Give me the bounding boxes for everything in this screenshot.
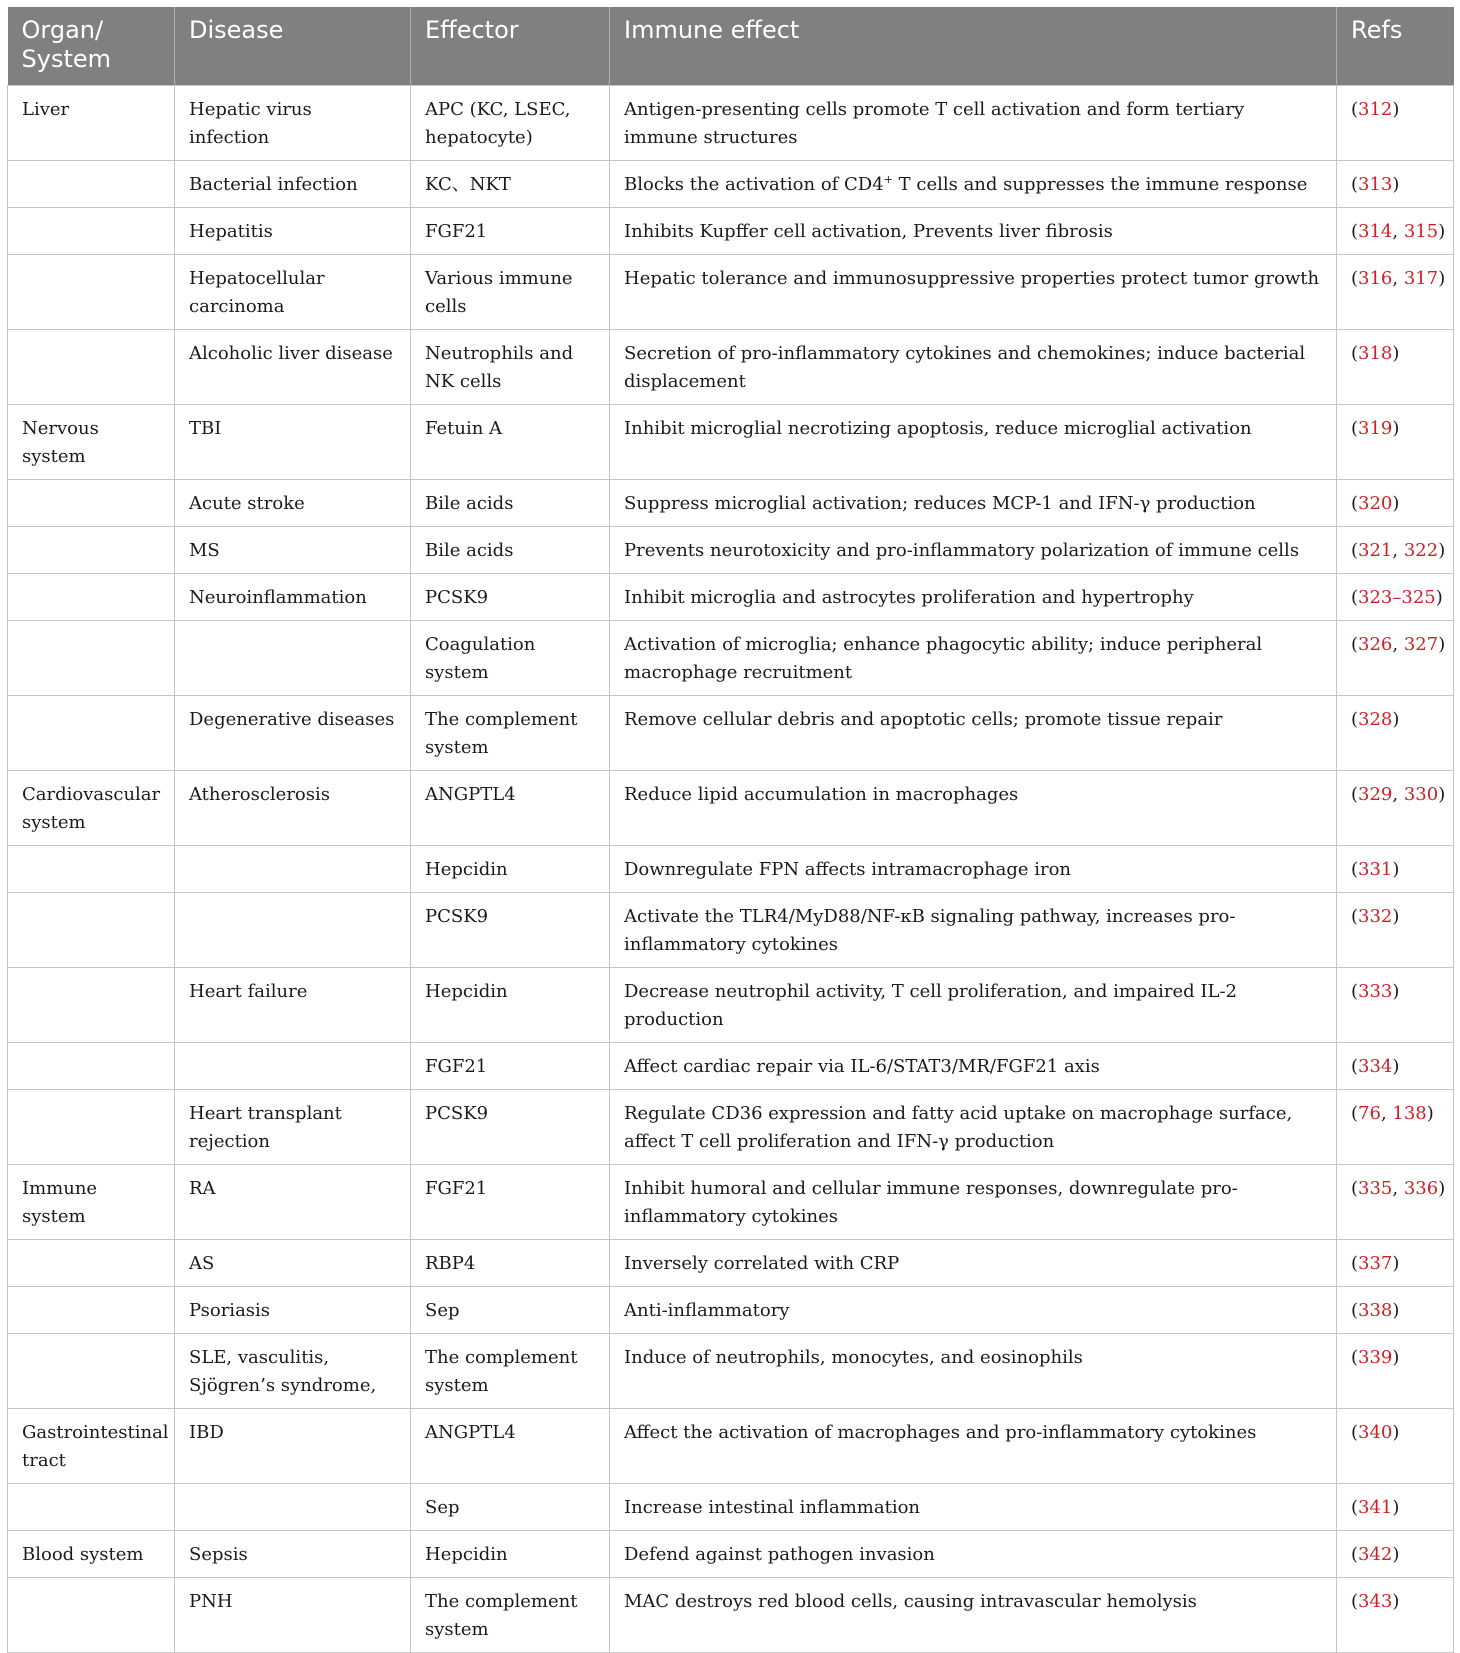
cell-refs: (343) [1337,1578,1454,1653]
cell-effect: Inhibit microglia and astrocytes proliferation and hypertrophy [610,574,1337,621]
cell-effector: Bile acids [411,480,610,527]
cell-effect: Inhibit humoral and cellular immune responses, downregulate pro-inflammatory cytokines [610,1165,1337,1240]
cell-effect: Regulate CD36 expression and fatty acid uptake on macrophage surface, affect T cell proliferation and IFN-γ production [610,1090,1337,1165]
cell-refs: (328) [1337,696,1454,771]
table-row [8,846,1454,893]
cell-effect: Anti-inflammatory [610,1287,1337,1334]
table-row [8,574,1454,621]
table-header [8,7,1454,86]
cell-organ [8,968,175,1043]
cell-refs: (341) [1337,1484,1454,1531]
header-row [8,7,1454,86]
table-row [8,1484,1454,1531]
cell-effect: Remove cellular debris and apoptotic cells; promote tissue repair [610,696,1337,771]
cell-organ [8,1240,175,1287]
cell-organ [8,1334,175,1409]
cell-refs: (323–325) [1337,574,1454,621]
reference-link[interactable]: 336 [1403,1178,1439,1199]
cell-effect: MAC destroys red blood cells, causing intravascular hemolysis [610,1578,1337,1653]
cell-disease: Degenerative diseases [175,696,411,771]
cell-organ: Liver [8,86,175,161]
reference-link[interactable]: 331 [1358,859,1393,880]
cell-effect: Activate the TLR4/MyD88/NF-κB signaling pathway, increases pro-inflammatory cytokines [610,893,1337,968]
cell-effect: Prevents neurotoxicity and pro-inflammatory polarization of immune cells [610,527,1337,574]
cell-effect: Secretion of pro-inflammatory cytokines and chemokines; induce bacterial displacement [610,330,1337,405]
cell-disease: Heart transplant rejection [175,1090,411,1165]
header-organ: Organ/ System [8,7,175,86]
header-effect: Immune effect [610,7,1337,86]
cell-organ: Gastrointestinal tract [8,1409,175,1484]
cell-effector: PCSK9 [411,574,610,621]
cell-organ [8,1484,175,1531]
cell-effector: APC (KC, LSEC, hepatocyte) [411,86,610,161]
table-row [8,1165,1454,1240]
cell-effect: Hepatic tolerance and immunosuppressive properties protect tumor growth [610,255,1337,330]
cell-effect: Downregulate FPN affects intramacrophage iron [610,846,1337,893]
cell-disease: SLE, vasculitis, Sjögren’s syndrome, [175,1334,411,1409]
reference-link[interactable]: 341 [1358,1497,1393,1518]
immune-effects-table [7,7,1454,1653]
cell-effector: PCSK9 [411,893,610,968]
cell-disease: Sepsis [175,1531,411,1578]
cell-effector: The complement system [411,696,610,771]
cell-effector: ANGPTL4 [411,1409,610,1484]
cell-effector: FGF21 [411,1043,610,1090]
table-row [8,696,1454,771]
reference-link[interactable]: 76 [1358,1103,1381,1124]
cell-organ [8,893,175,968]
effect-superscript: + [883,173,893,186]
table-row [8,1578,1454,1653]
reference-link[interactable]: 319 [1358,418,1393,439]
cell-effector: FGF21 [411,208,610,255]
cell-refs: (320) [1337,480,1454,527]
cell-effect [610,161,1337,208]
reference-link[interactable]: 326 [1358,634,1393,655]
cell-refs: (340) [1337,1409,1454,1484]
cell-organ [8,208,175,255]
table-row [8,893,1454,968]
cell-effector: Hepcidin [411,968,610,1043]
cell-disease: RA [175,1165,411,1240]
cell-refs: (76, 138) [1337,1090,1454,1165]
reference-link[interactable]: 328 [1358,709,1393,730]
cell-effector: Fetuin A [411,405,610,480]
cell-refs: (321, 322) [1337,527,1454,574]
reference-link[interactable]: 316 [1358,268,1393,289]
cell-disease: TBI [175,405,411,480]
cell-refs: (319) [1337,405,1454,480]
table-row [8,86,1454,161]
table-row [8,480,1454,527]
cell-effect: Decrease neutrophil activity, T cell proliferation, and impaired IL-2 production [610,968,1337,1043]
cell-refs: (333) [1337,968,1454,1043]
reference-link[interactable]: 317 [1403,268,1439,289]
cell-effector: Coagulation system [411,621,610,696]
cell-disease [175,1043,411,1090]
cell-refs: (314, 315) [1337,208,1454,255]
cell-effect: Inversely correlated with CRP [610,1240,1337,1287]
cell-effect: Inhibits Kupffer cell activation, Prevents liver fibrosis [610,208,1337,255]
reference-link[interactable]: 332 [1358,906,1393,927]
cell-effect: Activation of microglia; enhance phagocytic ability; induce peripheral macrophage recruitment [610,621,1337,696]
cell-organ: Immune system [8,1165,175,1240]
reference-link[interactable]: 340 [1358,1422,1393,1443]
cell-effector: The complement system [411,1334,610,1409]
cell-organ [8,574,175,621]
cell-organ: Cardiovascular system [8,771,175,846]
reference-link[interactable]: 320 [1358,493,1393,514]
table-row [8,1240,1454,1287]
cell-organ [8,527,175,574]
cell-disease: Heart failure [175,968,411,1043]
reference-link[interactable]: 329 [1358,784,1393,805]
cell-effect: Defend against pathogen invasion [610,1531,1337,1578]
cell-effector: RBP4 [411,1240,610,1287]
cell-disease: Neuroinflammation [175,574,411,621]
cell-refs: (312) [1337,86,1454,161]
cell-disease: Alcoholic liver disease [175,330,411,405]
cell-disease: Hepatocellular carcinoma [175,255,411,330]
reference-link[interactable]: 333 [1358,981,1393,1002]
cell-effector: Sep [411,1484,610,1531]
reference-link[interactable]: 312 [1358,99,1393,120]
reference-link[interactable]: 327 [1403,634,1439,655]
table-row [8,1090,1454,1165]
cell-disease: Psoriasis [175,1287,411,1334]
cell-effect: Increase intestinal inflammation [610,1484,1337,1531]
table-container [7,7,1453,1653]
cell-refs: (335, 336) [1337,1165,1454,1240]
cell-organ [8,161,175,208]
reference-link[interactable]: 330 [1403,784,1439,805]
cell-effector: Various immune cells [411,255,610,330]
cell-refs: (331) [1337,846,1454,893]
cell-effector: The complement system [411,1578,610,1653]
cell-organ [8,846,175,893]
reference-link[interactable]: 313 [1358,174,1393,195]
cell-refs: (313) [1337,161,1454,208]
table-row [8,1043,1454,1090]
cell-organ: Blood system [8,1531,175,1578]
header-refs: Refs [1337,7,1454,86]
table-row [8,1334,1454,1409]
reference-link[interactable]: 342 [1358,1544,1393,1565]
cell-organ [8,330,175,405]
cell-disease: Atherosclerosis [175,771,411,846]
cell-effector: KC、NKT [411,161,610,208]
cell-refs: (339) [1337,1334,1454,1409]
reference-link[interactable]: 138 [1392,1103,1427,1124]
cell-disease: MS [175,527,411,574]
cell-disease [175,621,411,696]
cell-effector: Neutrophils and NK cells [411,330,610,405]
reference-link[interactable]: 323–325 [1358,587,1436,608]
cell-organ [8,1043,175,1090]
cell-disease: Bacterial infection [175,161,411,208]
cell-disease: Acute stroke [175,480,411,527]
table-row [8,405,1454,480]
cell-refs: (316, 317) [1337,255,1454,330]
table-row [8,527,1454,574]
reference-link[interactable]: 337 [1358,1253,1393,1274]
reference-link[interactable]: 338 [1358,1300,1393,1321]
cell-disease: AS [175,1240,411,1287]
cell-organ [8,480,175,527]
table-row [8,968,1454,1043]
cell-effect: Induce of neutrophils, monocytes, and eosinophils [610,1334,1337,1409]
cell-organ [8,255,175,330]
cell-disease [175,846,411,893]
reference-link[interactable]: 334 [1358,1056,1393,1077]
cell-effect: Reduce lipid accumulation in macrophages [610,771,1337,846]
cell-organ [8,1287,175,1334]
cell-refs: (332) [1337,893,1454,968]
cell-effector: ANGPTL4 [411,771,610,846]
table-row [8,1409,1454,1484]
cell-effect: Antigen-presenting cells promote T cell activation and form tertiary immune structures [610,86,1337,161]
table-body [8,86,1454,1653]
cell-refs: (342) [1337,1531,1454,1578]
cell-disease [175,1484,411,1531]
cell-organ [8,1578,175,1653]
cell-organ [8,1090,175,1165]
table-row [8,330,1454,405]
table-row [8,771,1454,846]
cell-effector: PCSK9 [411,1090,610,1165]
table-row [8,255,1454,330]
cell-effector: FGF21 [411,1165,610,1240]
effect-text-pre: Blocks the activation of CD4 [624,174,884,195]
cell-effector: Hepcidin [411,846,610,893]
cell-refs: (338) [1337,1287,1454,1334]
cell-organ [8,696,175,771]
reference-link[interactable]: 343 [1358,1591,1393,1612]
table-row [8,621,1454,696]
cell-refs: (329, 330) [1337,771,1454,846]
reference-link[interactable]: 318 [1358,343,1393,364]
reference-link[interactable]: 321 [1358,540,1393,561]
cell-disease: PNH [175,1578,411,1653]
cell-disease: IBD [175,1409,411,1484]
header-disease: Disease [175,7,411,86]
table-row [8,1287,1454,1334]
cell-effect: Affect cardiac repair via IL-6/STAT3/MR/FGF21 axis [610,1043,1337,1090]
reference-link[interactable]: 335 [1358,1178,1393,1199]
cell-organ [8,621,175,696]
cell-effector: Bile acids [411,527,610,574]
reference-link[interactable]: 314 [1358,221,1393,242]
cell-effect: Inhibit microglial necrotizing apoptosis, reduce microglial activation [610,405,1337,480]
reference-link[interactable]: 322 [1403,540,1439,561]
reference-link[interactable]: 315 [1403,221,1439,242]
cell-effect: Suppress microglial activation; reduces MCP-1 and IFN-γ production [610,480,1337,527]
cell-effector: Sep [411,1287,610,1334]
cell-disease [175,893,411,968]
reference-link[interactable]: 339 [1358,1347,1393,1368]
table-row [8,1531,1454,1578]
cell-disease: Hepatic virus infection [175,86,411,161]
cell-disease: Hepatitis [175,208,411,255]
table-row [8,161,1454,208]
table-row [8,208,1454,255]
cell-refs: (318) [1337,330,1454,405]
cell-refs: (334) [1337,1043,1454,1090]
cell-refs: (337) [1337,1240,1454,1287]
cell-organ: Nervous system [8,405,175,480]
cell-refs: (326, 327) [1337,621,1454,696]
cell-effect: Affect the activation of macrophages and pro-inflammatory cytokines [610,1409,1337,1484]
header-effector: Effector [411,7,610,86]
cell-effector: Hepcidin [411,1531,610,1578]
effect-text-post: T cells and suppresses the immune response [892,174,1308,195]
